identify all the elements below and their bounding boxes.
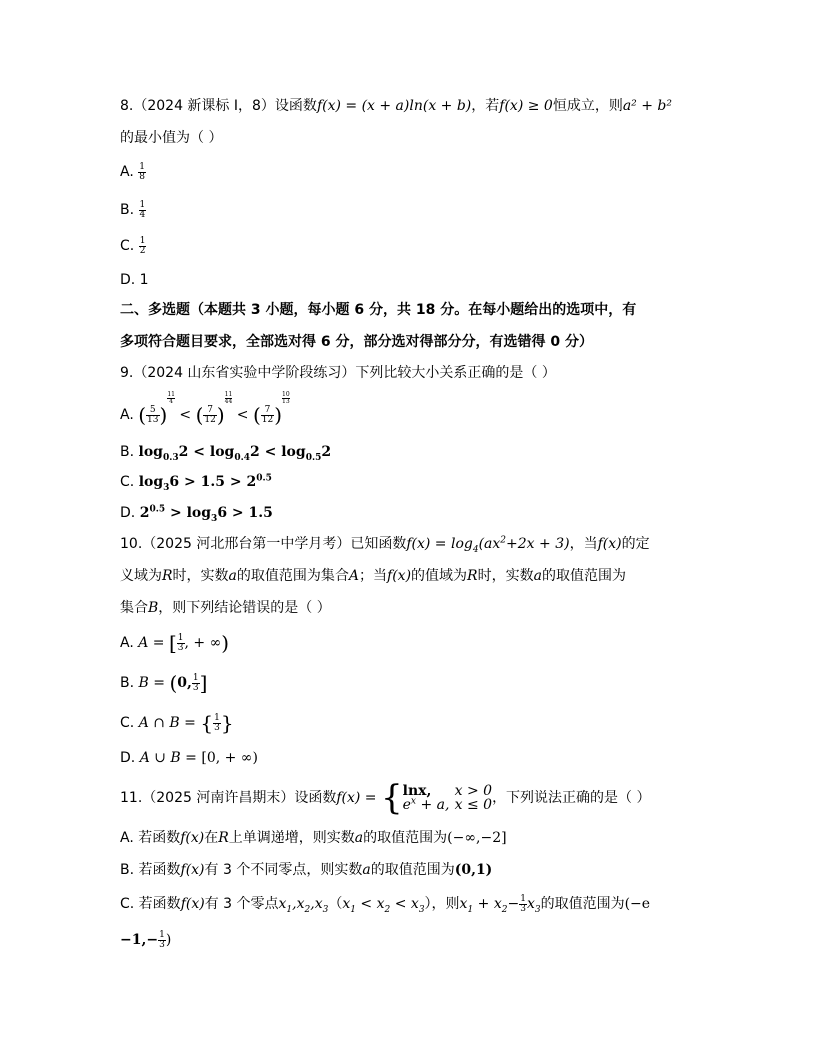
q9-option-d[interactable]: D. $2^{0.5} > \log_36 > 1.5$ (120, 504, 273, 524)
q10-stem-line1: 10.（2025 河北邢台第一中学月考）已知函数$f(x) = \log_4(ax^2+2x + 3)$，当f(x)的定 (120, 535, 650, 555)
exponent-fraction: $\frac{10}{13}$ (282, 391, 290, 405)
q9-option-b[interactable]: B. $\log_{0.3}2 < \log_{0.4}2 < \log_{0.5}2$ (120, 444, 332, 463)
q9-option-c[interactable]: C. $\log_36 > 1.5 > 2^{0.5}$ (120, 473, 272, 493)
fraction: $\frac{7}{12}$ (204, 404, 216, 425)
case-1: lnx, x > 0 (402, 783, 493, 799)
exponent-fraction: $\frac{11}{4}$ (167, 391, 175, 405)
q8-option-c[interactable]: C. $\frac{1}{2}$ (120, 235, 146, 256)
q8-option-d[interactable]: D. 1 (120, 272, 149, 288)
fraction: $\frac{1}{3}$ (520, 893, 526, 914)
q8-function: f(x) = (x + a)ln(x + b) (316, 98, 472, 114)
case-2: $e^x + a$, x ≤ 0 (402, 796, 493, 813)
q8-stem-line1: 8.（2024 新课标 I，8）设函数f(x) = (x + a)ln(x + b)，若f(x) ≥ 0恒成立，则a² + b² (120, 98, 672, 114)
section-heading-line1: 二、多选题（本题共 3 小题，每小题 6 分，共 18 分。在每小题给出的选项中，有 (120, 302, 637, 318)
fraction: $\frac{1}{3}$ (159, 929, 165, 950)
fraction: $\frac{1}{3}$ (192, 672, 199, 693)
piecewise-cases (403, 784, 492, 812)
exponent-fraction: $\frac{11}{44}$ (224, 391, 233, 405)
q9-stem: 9.（2024 山东省实验中学阶段练习）下列比较大小关系正确的是（ ） (120, 365, 556, 381)
fraction: $\frac{1}{4}$ (139, 199, 146, 220)
q9-option-a[interactable]: A. ( $\frac{5}{13}$ ) $\frac{11}{4}$ < ( $\frac{7}{12}$ ) $\frac{11}{44}$ < ( $\frac{7}{12}$ ) $\frac{10}{13}$ (120, 391, 290, 427)
piecewise-brace: { (380, 778, 403, 818)
q10-option-d[interactable]: D. A ∪ B = [0, + ∞) (120, 750, 258, 766)
q10-stem-line3: 集合B，则下列结论错误的是（ ） (120, 600, 331, 616)
q11-option-c-line1[interactable]: C. 若函数f(x)有 3 个零点$x_1,x_2,x_3(x_1 < x_2 < x_3)$，则$x_1 + x_2-$ $\frac{1}{3}$ $x_3$的取值范围为(−e (120, 893, 651, 915)
q11-option-c-line2: −1,− $\frac{1}{3}$ ) (120, 929, 172, 950)
q8-stem-line2: 的最小值为（ ） (120, 130, 223, 146)
q10-option-a[interactable]: A. A = [ $\frac{1}{3}$ , + ∞) (120, 631, 230, 655)
fraction: $\frac{7}{12}$ (261, 404, 274, 425)
fraction: $\frac{1}{8}$ (139, 161, 145, 182)
q11-stem: 11.（2025 河南许昌期末）设函数f(x) = { lnx, x > 0 $e^x + a$, x ≤ 0 ，下列说法正确的是（ ） (120, 778, 651, 818)
q10-option-b[interactable]: B. B = (0, $\frac{1}{3}$ ] (120, 671, 208, 695)
section-heading-line2: 多项符合题目要求，全部选对得 6 分，部分选对得部分分，有选错得 0 分） (120, 334, 593, 350)
q8-option-b[interactable]: B. $\frac{1}{4}$ (120, 199, 146, 220)
fraction: $\frac{1}{2}$ (139, 235, 146, 256)
q11-option-a[interactable]: A. 若函数f(x)在R上单调递增，则实数a的取值范围为(−∞,−2] (120, 830, 507, 846)
q10-stem-line2: 义域为R时，实数a的取值范围为集合A；当f(x)的值域为R时，实数a的取值范围为 (120, 568, 626, 584)
fraction: $\frac{5}{13}$ (147, 404, 159, 425)
fraction: $\frac{1}{3}$ (214, 712, 220, 733)
q8-option-a[interactable]: A. $\frac{1}{8}$ (120, 161, 145, 182)
q11-option-b[interactable]: B. 若函数f(x)有 3 个不同零点，则实数a的取值范围为(0,1) (120, 862, 493, 878)
fraction: $\frac{1}{3}$ (177, 632, 184, 653)
q10-option-c[interactable]: C. A ∩ B = { $\frac{1}{3}$ } (120, 711, 234, 735)
